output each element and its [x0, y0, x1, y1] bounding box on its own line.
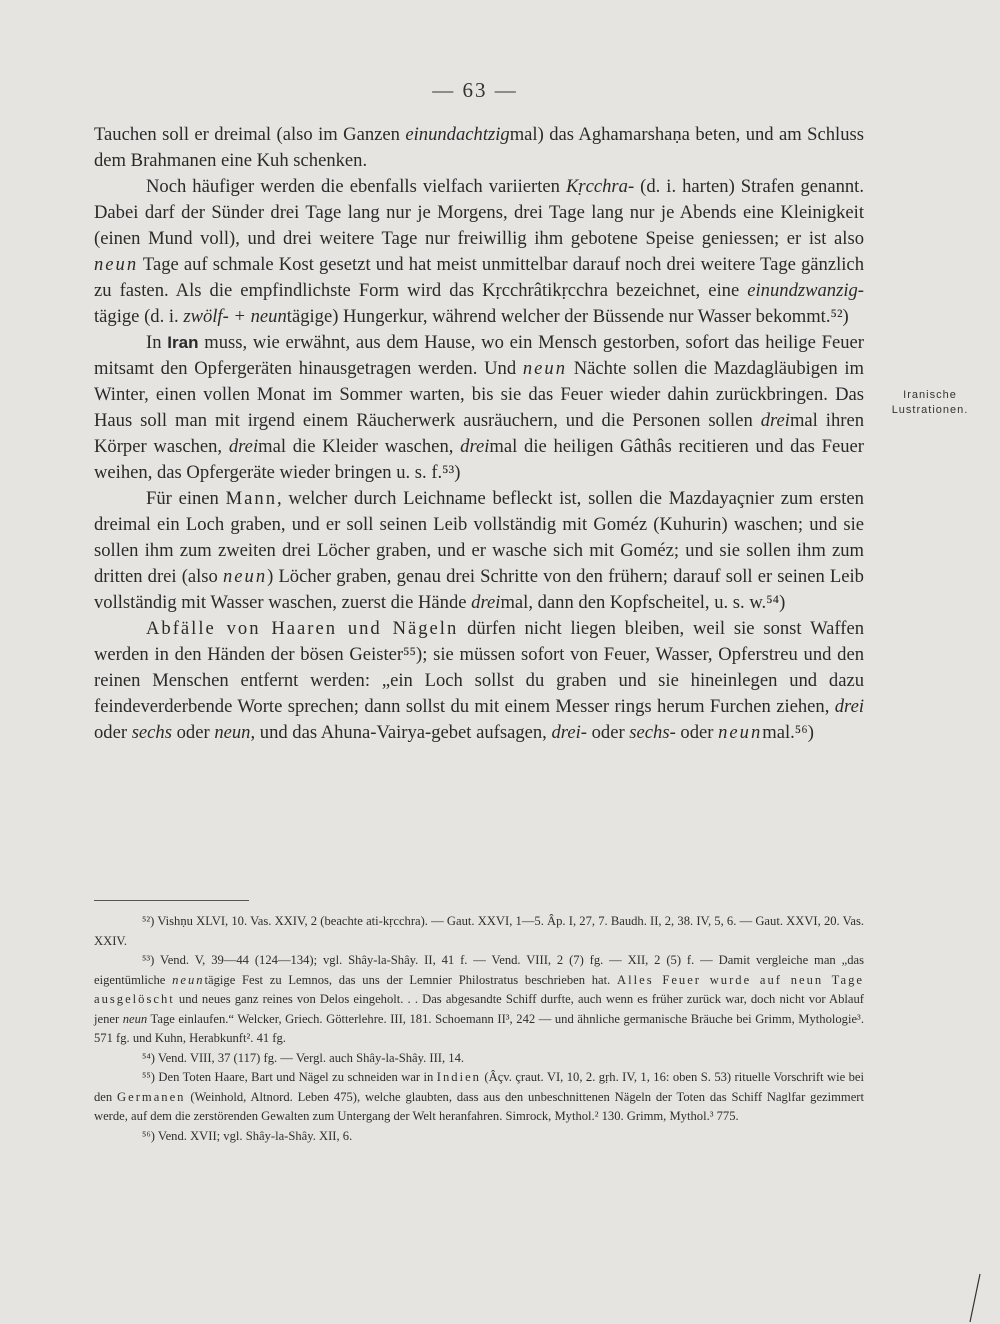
page-number: — 63 — [432, 78, 518, 102]
emphasis: drei [760, 410, 790, 431]
emphasis: drei [228, 436, 259, 457]
margin-note [880, 388, 980, 418]
text-span: (d. i. harten) Strafen genannt. Dabei darf der Sünder drei Tage lang nur je Morgens, drei Tage lang nur je Abends eine Kleinigkeit (einen Mund voll), und drei weitere Tage nur freiwillig ihm gebotene Speise geniessen; er ist also [94, 176, 865, 249]
emphasis: einundzwanzig- [747, 280, 864, 301]
emphasis: drei [460, 436, 490, 457]
text-span: In [146, 332, 168, 353]
text-span: Noch häufiger werden die ebenfalls vielfach variierten [146, 176, 566, 197]
text-span: oder [675, 722, 719, 743]
text-span: dürfen nicht liegen bleiben, weil sie sonst Waffen werden in den Händen der bösen Geister⁵⁵); sie müssen sofort von Feuer, Wasser, Opferstreu und den reinen Menschen entfernt werden: „ein Loch sollst du graben und sie hineinlegen und dazu feindeverderbende Worte sprechen; dann sollst du mit einem Messer rings herum Furchen ziehen, [94, 618, 864, 717]
main-text [94, 122, 864, 746]
emphasis: sechs- [629, 722, 676, 743]
emphasis: neun [122, 1011, 148, 1026]
text-span: Tage einlaufen.“ Welcker, Griech. Götterlehre. III, 181. Schoemann II³, 242 — und ähnliche germanische Bräuche bei Grimm, Mythologie³. 571 fg. und Kuhn, Herabkunft². 41 fg. [94, 1011, 864, 1045]
emphasis-bold: Iran [167, 333, 199, 352]
text-span: tägige) Hungerkur, während welcher der Büssende nur Wasser bekommt.⁵²) [286, 306, 849, 327]
emphasis-spaced: Mann [225, 488, 278, 509]
text-span: mal die Kleider waschen, [258, 436, 461, 457]
text-span: oder [586, 722, 630, 743]
emphasis-spaced: Indien [436, 1070, 481, 1084]
emphasis-spaced: Abfälle von Haaren und Nägeln [146, 618, 459, 639]
emphasis: neun [222, 566, 268, 587]
emphasis: einundachtzig [405, 124, 510, 145]
emphasis: neun [172, 972, 205, 987]
text-span: oder [171, 722, 215, 743]
text-span: Nächte sollen die Mazdagläubigen im Winter, einen vollen Monat im Sommer warten, bis sie das Feuer wieder dahin zurückbringen. Das Haus soll man mit irgend einem Räucherwerk ausräuchern, und die Personen sollen [94, 358, 865, 431]
paragraph-5 [94, 616, 864, 746]
text-span: (Âçv. çraut. VI, 10, 2. gṛh. IV, 1, 16: oben S. 53) rituelle Vorschrift wie bei den [94, 1070, 864, 1104]
emphasis-spaced: Alles Feuer wurde auf neun Tage ausgelöscht [94, 972, 864, 1006]
margin-note-line: Iranische [903, 389, 957, 401]
text-span: ) Löcher graben, genau drei Schritte von den frühern; darauf soll er seinen Leib vollständig mit Wasser waschen, zuerst die Hände [94, 566, 864, 613]
emphasis: drei [834, 696, 864, 717]
emphasis: Kṛcchra- [565, 176, 635, 197]
paragraph-2 [94, 174, 864, 330]
text-span: , und das Ahuna-Vairya-gebet aufsagen, [250, 722, 552, 743]
emphasis: neun [214, 722, 251, 743]
emphasis: sechs [131, 722, 172, 743]
footnote-55 [94, 1068, 864, 1127]
emphasis: neun [522, 358, 568, 379]
emphasis-spaced: Germanen [117, 1089, 186, 1104]
text-span: mal ihren Körper waschen, [94, 410, 865, 457]
footnote-53 [94, 951, 864, 1049]
footnote-54: ⁵⁴) Vend. VIII, 37 (117) fg. — Vergl. auch Shây-la-Shây. III, 14. [142, 1050, 465, 1065]
text-span: mal) das Aghamarshaṇa beten, und am Schluss dem Brahmanen eine Kuh schenken. [94, 124, 864, 171]
footnote-52: ⁵²) Vishṇu XLVI, 10. Vas. XXIV, 2 (beachte ati-kṛcchra). — Gaut. XXVI, 1—5. Âp. I, 27, 7. Baudh. II, 2, 38. IV, 5, 6. — Gaut. XXVI, 20. Vas. XXIV. [94, 914, 864, 948]
text-span: (Weinhold, Altnord. Leben 475), welche glaubten, dass aus den unbeschnittenen Nägeln der Toten das Schiff Naglfar gezimmert werde, auf dem die zerstörenden Gewalten zum Untergang der Welt heranfahren. Simrock, Mythol.² 130. Grimm, Mythol.³ 775. [94, 1089, 865, 1123]
text-span: oder [94, 722, 132, 743]
paragraph-3 [94, 330, 864, 486]
text-span: und neues ganz reines von Delos eingeholt. . . Das abgesandte Schiff durfte, auch wenn es früher zurück war, doch nicht vor Ablauf jener [94, 992, 864, 1026]
text-span: muss, wie erwähnt, aus dem Hause, wo ein Mensch gestorben, sofort das heilige Feuer mitsamt den Opfergeräten hinausgetragen werden. Und [94, 332, 865, 379]
text-span: Tauchen soll er dreimal (also im Ganzen [94, 124, 406, 145]
emphasis: neun [718, 722, 763, 743]
text-span: ⁵⁵) Den Toten Haare, Bart und Nägel zu schneiden war in [142, 1070, 437, 1084]
text-span: Für einen [146, 488, 226, 509]
margin-pencil-mark [958, 1272, 998, 1324]
emphasis: neun [94, 254, 139, 275]
footnote-separator [94, 900, 249, 901]
text-span: mal die heiligen Gâthâs recitieren und das Feuer weihen, das Opfergeräte wieder bringen u. s. f.⁵³) [94, 436, 865, 483]
margin-note-line: Lustrationen. [891, 404, 969, 416]
emphasis: drei [471, 592, 501, 613]
text-span: Tage auf schmale Kost gesetzt und hat meist unmittelbar darauf noch drei weitere Tage gänzlich zu fasten. Als die empfindlichste Form wird das Kṛcchrâtikṛcchra bezeichnet, eine [94, 254, 864, 301]
footnotes [94, 912, 864, 1146]
footnote-56: ⁵⁶) Vend. XVII; vgl. Shây-la-Shây. XII, 6. [142, 1128, 353, 1143]
text-span: ⁵³) Vend. V, 39—44 (124—134); vgl. Shây-la-Shây. II, 41 f. — Vend. VIII, 2 (7) fg. — XII, 2 (5) f. — Damit vergleiche man „das eigentümliche [94, 953, 864, 987]
emphasis: drei- [551, 722, 587, 743]
paragraph-1 [94, 122, 864, 174]
text-span: mal, dann den Kopfscheitel, u. s. w.⁵⁴) [500, 592, 786, 613]
emphasis: zwölf- + neun [183, 306, 287, 327]
text-span: tägige Fest zu Lemnos, das uns der Lemnier Philostratus beschrieben hat. [204, 972, 618, 987]
paragraph-4 [94, 486, 864, 616]
text-span: , welcher durch Leichname befleckt ist, sollen die Mazdayaçnier zum ersten dreimal ein Loch graben, und er soll seinen Leib vollständig mit Goméz (Kuhurin) waschen; und sie sollen ihm zum zweiten drei Löcher graben, und er wasche sich mit Goméz; und sie sollen ihm zum dritten drei (also [94, 488, 864, 587]
text-span: tägige (d. i. [94, 306, 184, 327]
text-span: mal.⁵⁶) [762, 722, 814, 743]
